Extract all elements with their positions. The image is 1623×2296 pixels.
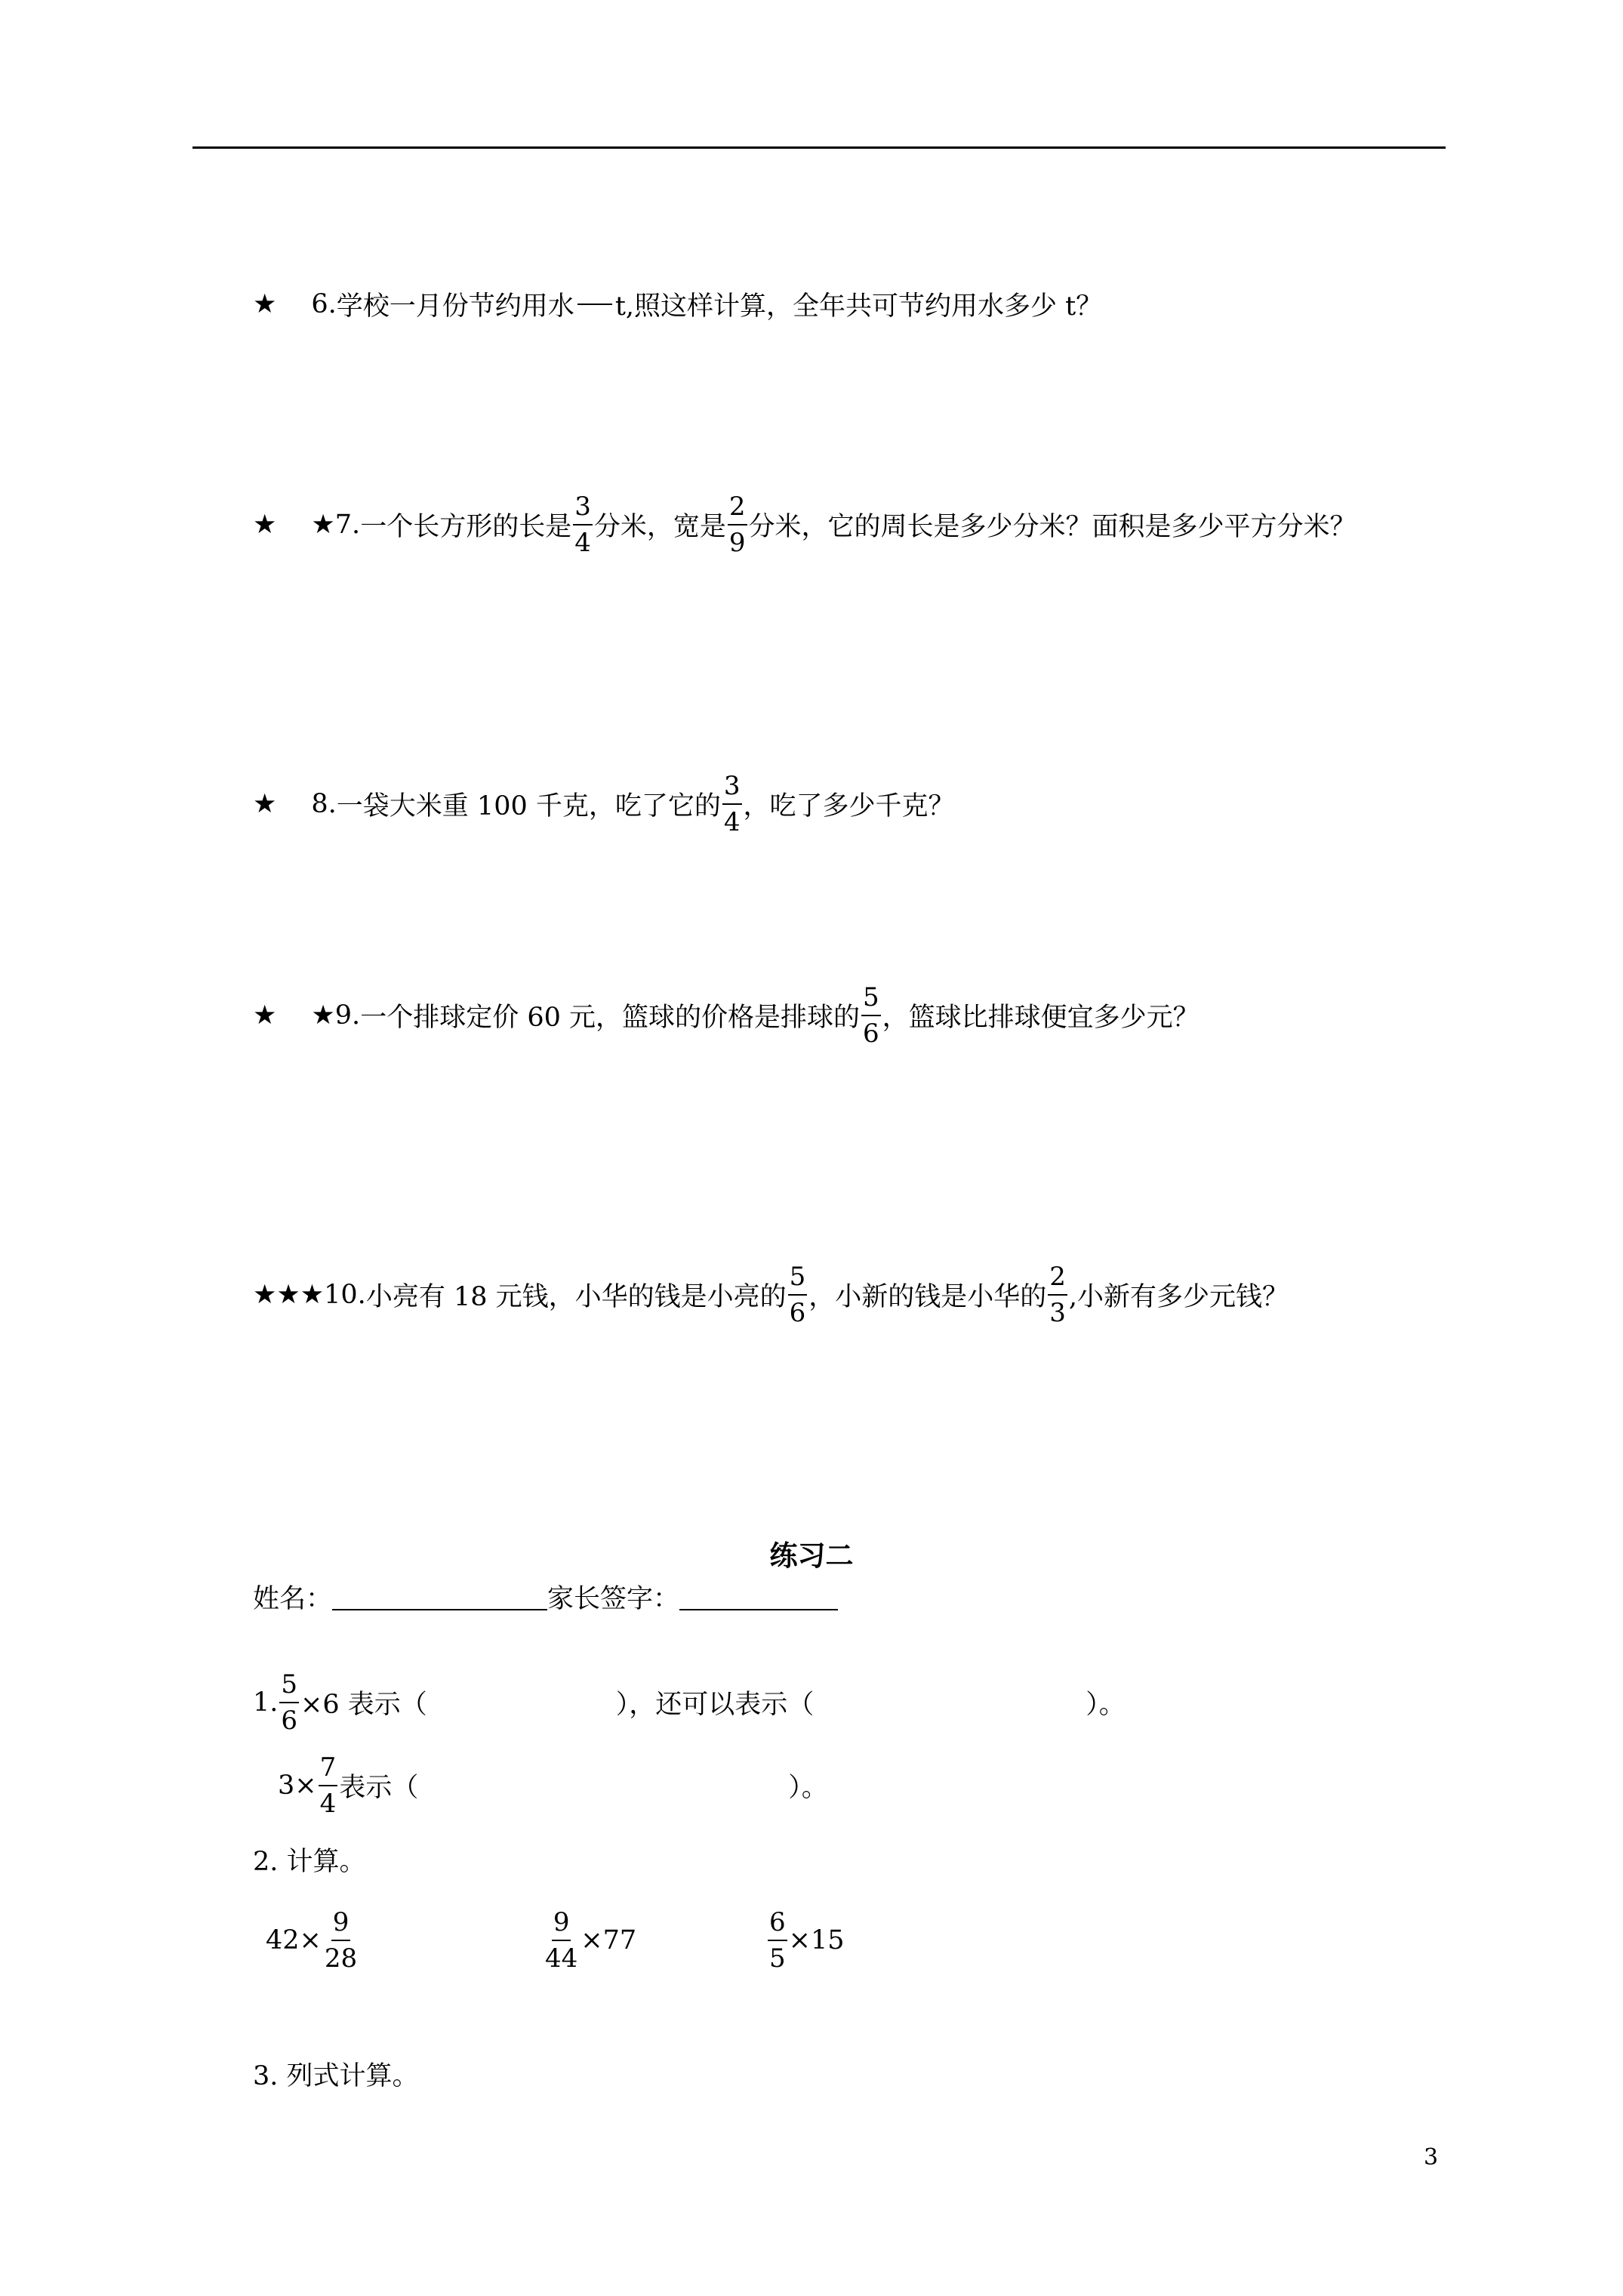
- name-blank[interactable]: [332, 1583, 547, 1610]
- problem-text: 3×: [278, 1771, 317, 1801]
- fraction: $\frac{3}{4}$: [574, 492, 591, 558]
- question-text: 小亮有 18 元钱，小华的钱是小亮的: [365, 1282, 787, 1312]
- difficulty-stars: ★: [253, 1000, 277, 1031]
- problem-number: 1.: [253, 1687, 279, 1718]
- difficulty-stars: ★: [253, 510, 277, 540]
- question-10: [253, 1246, 1289, 1344]
- question-8: [253, 755, 955, 853]
- question-text: 一个排球定价 60 元，篮球的价格是排球的: [360, 1003, 860, 1033]
- question-number: 8.: [311, 789, 337, 819]
- fraction: $\frac{6}{5}$: [769, 1907, 786, 1974]
- question-6: [253, 255, 1102, 353]
- question-number: 7.: [334, 510, 361, 540]
- fraction: $\frac{9}{28}$: [324, 1907, 358, 1974]
- fraction: $\frac{2}{9}$: [728, 492, 746, 558]
- question-text: t,照这样计算，全年共可节约用水多少 t？: [614, 291, 1103, 322]
- question-number: 9.: [334, 1000, 361, 1031]
- difficulty-stars: ★: [311, 510, 335, 540]
- fraction: $\frac{7}{4}$: [319, 1752, 337, 1819]
- difficulty-stars: ★: [311, 1000, 335, 1031]
- problem-2-label: 2. 计算。: [253, 1847, 366, 1877]
- question-number: 6.: [311, 289, 337, 319]
- problem-text: ×6 表示（: [300, 1690, 427, 1720]
- page-number: 3: [1424, 2144, 1439, 2171]
- fraction: $\frac{9}{44}$: [545, 1907, 578, 1974]
- question-7: [253, 476, 1357, 574]
- problem-text: ）。: [1086, 1690, 1126, 1720]
- parent-signature-label: 家长签字：: [547, 1584, 680, 1614]
- question-text: 一袋大米重 100 千克，吃了它的: [336, 791, 721, 821]
- exercise-title: 练习二: [769, 1539, 854, 1572]
- expr-text: 42×: [266, 1925, 322, 1955]
- question-text: ，吃了多少千克？: [743, 791, 955, 821]
- question-text: 学校一月份节约用水: [336, 291, 574, 322]
- calc-expression-3: [766, 1891, 845, 1989]
- problem-text: ）。: [788, 1773, 828, 1803]
- difficulty-stars: ★: [253, 789, 277, 819]
- name-label: 姓名：: [253, 1584, 333, 1614]
- question-text: ，小新的钱是小华的: [808, 1282, 1047, 1312]
- fraction: $\frac{5}{6}$: [281, 1669, 298, 1736]
- question-9: [253, 966, 1200, 1065]
- question-number: 10.: [324, 1280, 366, 1310]
- name-signature-row: [253, 1574, 838, 1620]
- question-text: 分米，它的周长是多少分米？面积是多少平方分米？: [748, 512, 1357, 542]
- question-text: ，篮球比排球便宜多少元？: [882, 1003, 1200, 1033]
- question-text: ,小新有多少元钱？: [1068, 1282, 1289, 1312]
- difficulty-stars: ★★★: [253, 1280, 325, 1310]
- header-rule: [192, 146, 1446, 149]
- problem-3-label: 3. 列式计算。: [253, 2061, 419, 2091]
- question-text: 一个长方形的长是: [360, 512, 572, 542]
- problem-text: ），还可以表示（: [615, 1690, 815, 1720]
- fraction: $\frac{2}{3}$: [1049, 1262, 1066, 1328]
- question-text: 分米，宽是: [593, 512, 726, 542]
- parent-signature-blank[interactable]: [679, 1583, 838, 1610]
- missing-fraction-dash: [577, 304, 612, 305]
- calc-expression-1: [266, 1891, 360, 1989]
- difficulty-stars: ★: [253, 289, 277, 319]
- calc-expression-2: [542, 1891, 636, 1989]
- fraction: $\frac{5}{6}$: [862, 982, 879, 1049]
- fraction: $\frac{3}{4}$: [723, 771, 741, 837]
- expr-text: ×15: [788, 1925, 845, 1955]
- problem-1b: [278, 1737, 828, 1835]
- fraction: $\frac{5}{6}$: [789, 1262, 806, 1328]
- problem-text: 表示（: [339, 1773, 419, 1803]
- expr-text: ×77: [581, 1925, 637, 1955]
